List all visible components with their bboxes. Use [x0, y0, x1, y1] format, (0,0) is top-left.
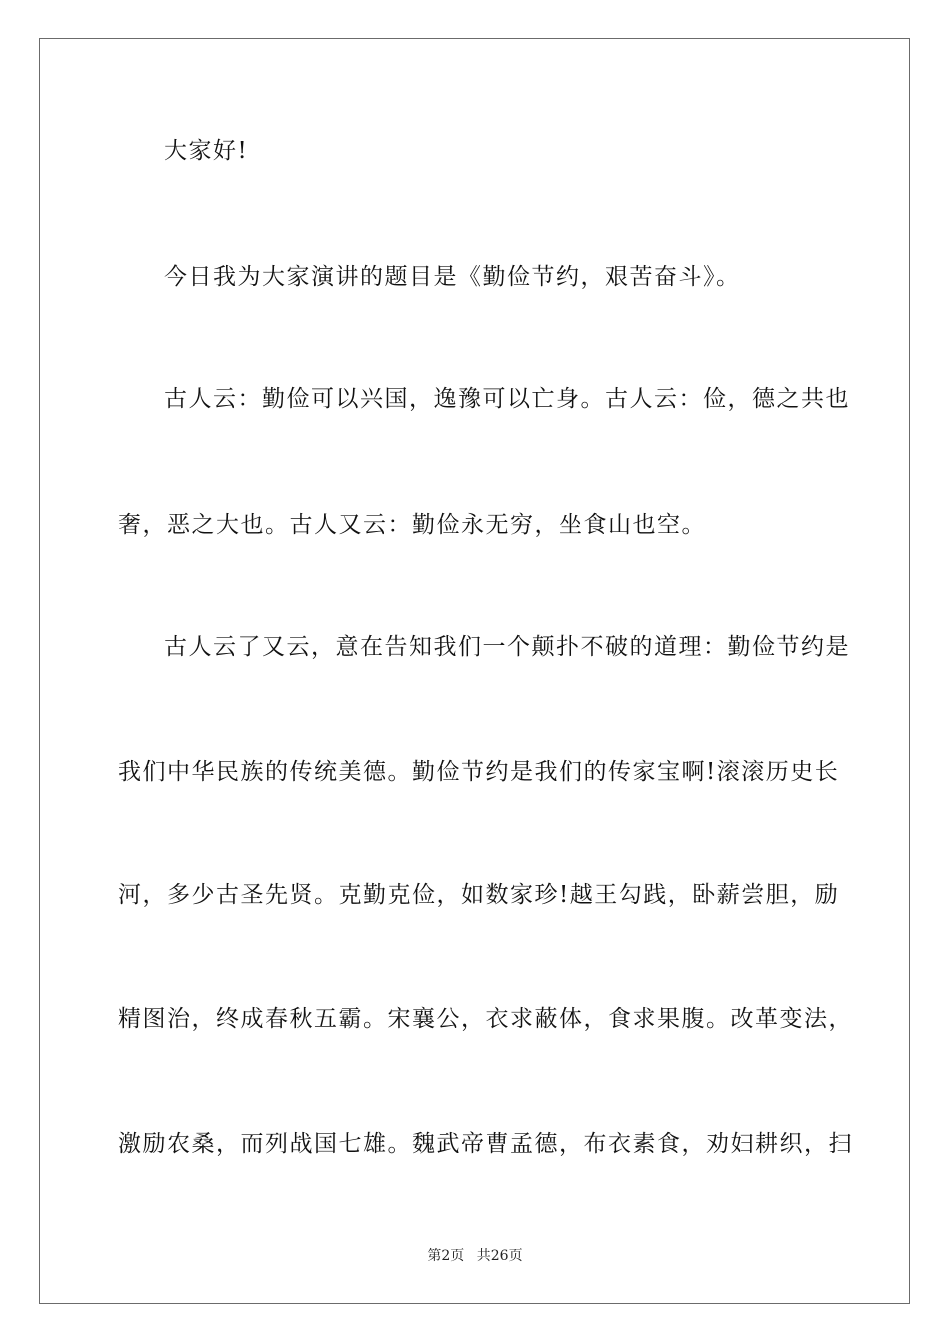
text-line: 精图治，终成春秋五霸。宋襄公，衣求蔽体，食求果腹。改革变法，	[118, 1006, 853, 1032]
text-line: 古人云：勤俭可以兴国，逸豫可以亡身。古人云：俭，德之共也	[164, 386, 850, 412]
text-line: 激励农桑，而列战国七雄。魏武帝曹孟德，布衣素食，劝妇耕织，扫	[118, 1131, 853, 1157]
total-pages: 共26页	[476, 1248, 523, 1264]
text-line: 奢，恶之大也。古人又云：勤俭永无穷，坐食山也空。	[118, 512, 706, 538]
text-line: 古人云了又云，意在告知我们一个颠扑不破的道理：勤俭节约是	[164, 634, 850, 660]
text-line: 河，多少古圣先贤。克勤克俭，如数家珍!越王勾践，卧薪尝胆，励	[118, 882, 840, 908]
page-footer	[0, 1246, 950, 1266]
text-line: 大家好!	[164, 138, 249, 164]
text-line: 我们中华民族的传统美德。勤俭节约是我们的传家宝啊!滚滚历史长	[118, 759, 840, 785]
text-line: 今日我为大家演讲的题目是《勤俭节约，艰苦奋斗》。	[164, 264, 741, 290]
page-frame	[39, 38, 910, 1304]
page-number: 第2页	[427, 1248, 465, 1264]
